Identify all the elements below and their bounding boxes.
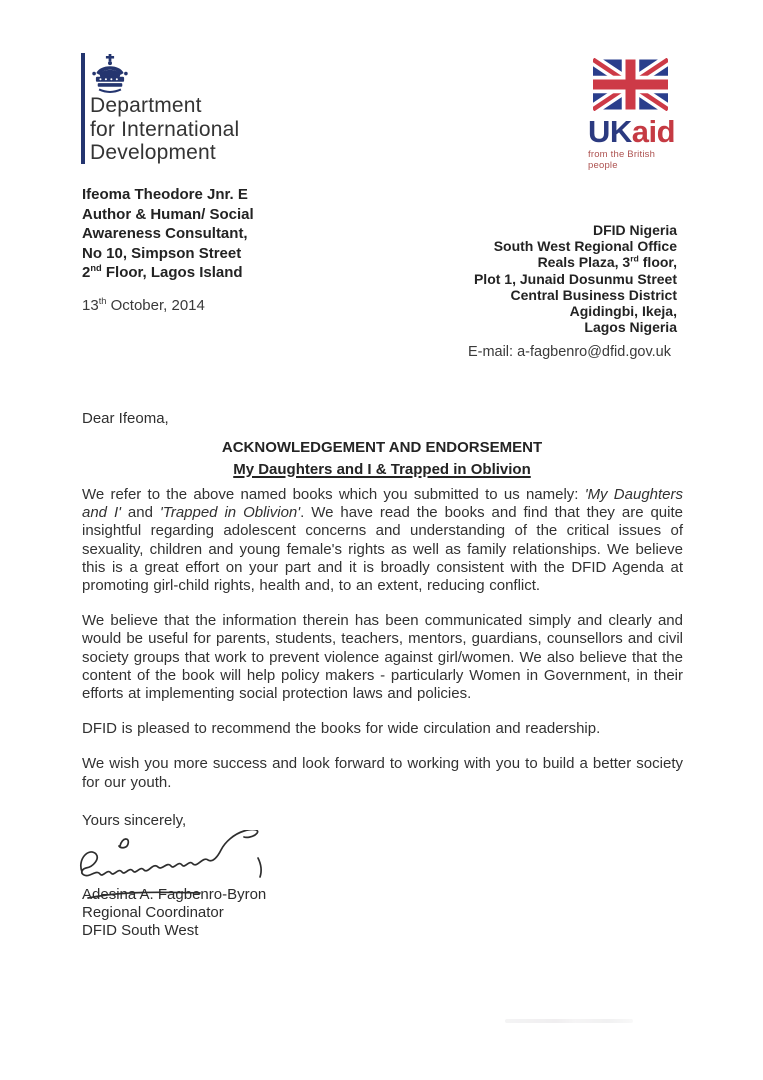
paragraph: DFID is pleased to recommend the books for wide circulation and readership. bbox=[82, 720, 601, 738]
sender-line: Central Business District bbox=[510, 286, 677, 303]
subject-line-2: My Daughters and I & Trapped in Oblivion bbox=[233, 460, 531, 478]
wordmark-line: Department bbox=[90, 94, 202, 117]
sender-line: Reals Plaza, 3rd floor, bbox=[537, 253, 677, 271]
sender-line: South West Regional Office bbox=[493, 238, 677, 255]
ukaid-aid-text: aid bbox=[631, 114, 676, 149]
wordmark-line: for International bbox=[90, 117, 240, 141]
recipient-line: 2nd Floor, Lagos Island bbox=[82, 263, 243, 281]
subject-heading bbox=[82, 437, 682, 480]
signer-title: Regional Coordinator bbox=[82, 903, 224, 921]
letter-date: 13th October, 2014 bbox=[82, 296, 205, 314]
recipient-line: Ifeoma Theodore Jnr. E bbox=[82, 186, 248, 203]
sender-line: DFID Nigeria bbox=[592, 222, 677, 238]
ukaid-tagline: from the British people bbox=[588, 149, 656, 171]
ukaid-uk-text: UK bbox=[588, 114, 632, 149]
signer-name: Adesina A. Fagbenro-Byron bbox=[82, 886, 267, 903]
royal-crest-icon bbox=[90, 52, 130, 96]
ukaid-wordmark bbox=[588, 115, 684, 149]
letter-body bbox=[82, 486, 683, 809]
signature-block bbox=[82, 886, 266, 939]
paragraph: We wish you more success and look forward to working with you to build a better society for our youth. bbox=[82, 755, 683, 791]
sender-line: Lagos Nigeria bbox=[584, 319, 677, 336]
sender-address bbox=[474, 222, 677, 335]
ukaid-logo bbox=[588, 58, 684, 171]
scan-artifact bbox=[505, 1019, 633, 1023]
sender-line: Agidingbi, Ikeja, bbox=[569, 303, 677, 320]
paragraph: We refer to the above named books which you submitted to us namely: 'My Daughters and I' and 'Trapped in Oblivion'. We have read the books and find that they are quite insightful regarding adolescent concerns and understanding of the critical issues of sexuality, children and young female's rights as well as family relationships. We believe this is a great effort on your part and it is broadly consistent with the DFID Agenda at promoting girl-child rights, health and, to an extent, reducing conflict. bbox=[82, 486, 684, 595]
sender-email: E-mail: a-fagbenro@dfid.gov.uk bbox=[467, 344, 671, 360]
signer-org: DFID South West bbox=[82, 921, 199, 939]
union-jack-icon bbox=[593, 58, 668, 111]
valediction: Yours sincerely, bbox=[82, 812, 187, 829]
wordmark-line: Development bbox=[90, 141, 216, 164]
recipient-address bbox=[82, 185, 254, 283]
recipient-line: No 10, Simpson Street bbox=[82, 244, 242, 262]
paragraph: We believe that the information therein has been communicated simply and clearly and would be useful for parents, students, teachers, mentors, guardians, counsellors and civil society groups that work to prevent violence against girl/women. We also believe that the content of the book will help policy makers - particularly Women in Government, in their efforts at implementing social protection laws and policies. bbox=[82, 612, 683, 703]
dfid-logo-bar bbox=[81, 53, 85, 164]
subject-line-1: ACKNOWLEDGEMENT AND ENDORSEMENT bbox=[221, 439, 543, 456]
recipient-line: Awareness Consultant, bbox=[82, 225, 248, 242]
sender-line: Plot 1, Junaid Dosunmu Street bbox=[473, 270, 677, 287]
department-wordmark bbox=[90, 94, 239, 165]
recipient-line: Author & Human/ Social bbox=[82, 205, 254, 223]
salutation: Dear Ifeoma, bbox=[82, 410, 169, 427]
